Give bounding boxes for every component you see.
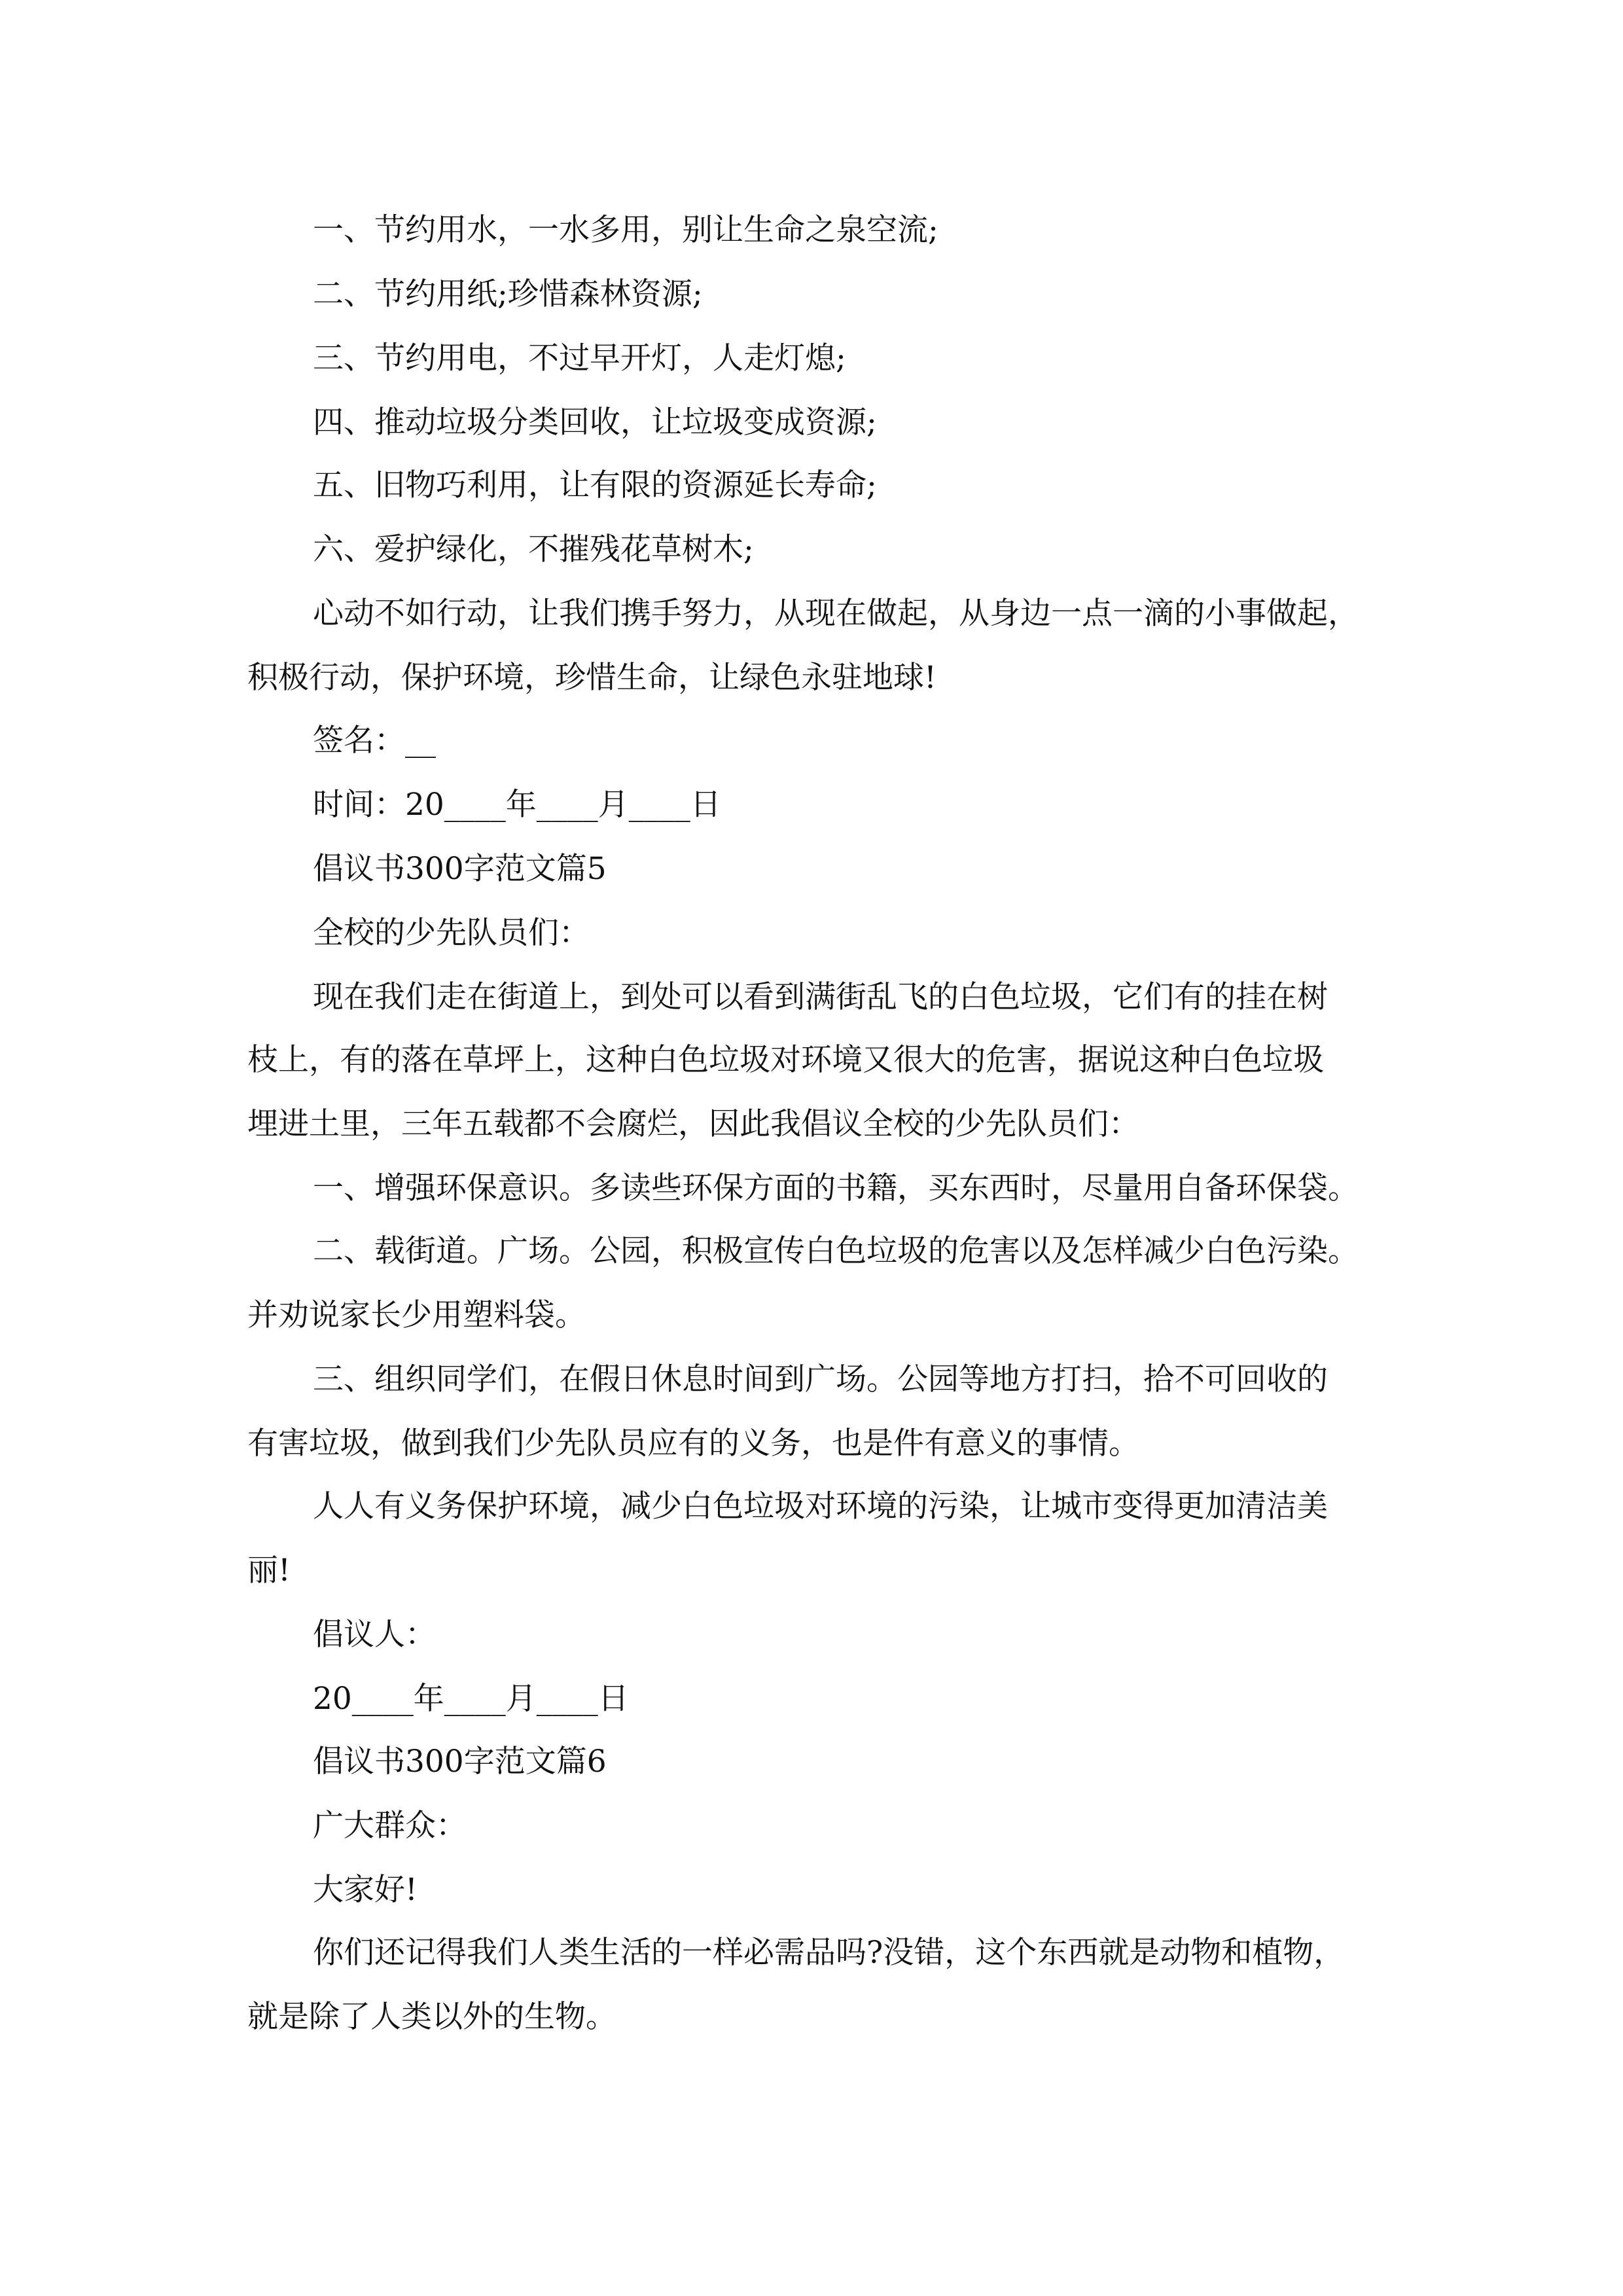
paragraph-line: 埋进土里，三年五载都不会腐烂，因此我倡议全校的少先队员们： [247, 1106, 1139, 1142]
signature-line: 签名：__ [313, 723, 436, 759]
list-item: 三、组织同学们，在假日休息时间到广场。公园等地方打扫，拾不可回收的 [313, 1361, 1328, 1397]
list-item-1: 一、节约用水，一水多用，别让生命之泉空流; [313, 212, 938, 248]
date-line: 20____年____月____日 [313, 1681, 629, 1717]
paragraph-line: 枝上，有的落在草坪上，这种白色垃圾对环境又很大的危害，据说这种白色垃圾 [247, 1042, 1324, 1078]
salutation: 全校的少先队员们： [313, 915, 590, 951]
list-item-5: 五、旧物巧利用，让有限的资源延长寿命; [313, 467, 877, 503]
salutation: 广大群众： [313, 1808, 467, 1844]
paragraph-line: 你们还记得我们人类生活的一样必需品吗?没错，这个东西就是动物和植物， [313, 1935, 1345, 1971]
signature-line: 倡议人： [313, 1617, 436, 1653]
list-item-2: 二、节约用纸;珍惜森林资源; [313, 276, 703, 312]
greeting: 大家好! [313, 1872, 418, 1908]
paragraph-line: 并劝说家长少用塑料袋。 [247, 1297, 586, 1333]
date-line: 时间：20____年____月____日 [313, 787, 721, 823]
paragraph-line: 有害垃圾，做到我们少先队员应有的义务，也是件有意义的事情。 [247, 1426, 1139, 1462]
list-item-6: 六、爱护绿化，不摧残花草树木; [313, 531, 754, 567]
section-heading: 倡议书300字范文篇6 [313, 1744, 607, 1780]
list-item-4: 四、推动垃圾分类回收，让垃圾变成资源; [313, 404, 877, 440]
list-item-3: 三、节约用电，不过早开灯，人走灯熄; [313, 340, 846, 376]
section-heading: 倡议书300字范文篇5 [313, 851, 607, 887]
paragraph-line: 人人有义务保护环境，减少白色垃圾对环境的污染，让城市变得更加清洁美 [313, 1488, 1328, 1524]
paragraph-line: 丽! [247, 1552, 291, 1588]
paragraph-line: 心动不如行动，让我们携手努力，从现在做起，从身边一点一滴的小事做起， [313, 596, 1359, 632]
paragraph-line: 现在我们走在街道上，到处可以看到满街乱飞的白色垃圾，它们有的挂在树 [313, 979, 1328, 1015]
paragraph-line: 积极行动，保护环境，珍惜生命，让绿色永驻地球! [247, 660, 936, 696]
list-item: 二、载街道。广场。公园，积极宣传白色垃圾的危害以及怎样减少白色污染。 [313, 1233, 1359, 1269]
paragraph-line: 就是除了人类以外的生物。 [247, 1999, 616, 2035]
list-item: 一、增强环保意识。多读些环保方面的书籍，买东西时，尽量用自备环保袋。 [313, 1170, 1359, 1206]
